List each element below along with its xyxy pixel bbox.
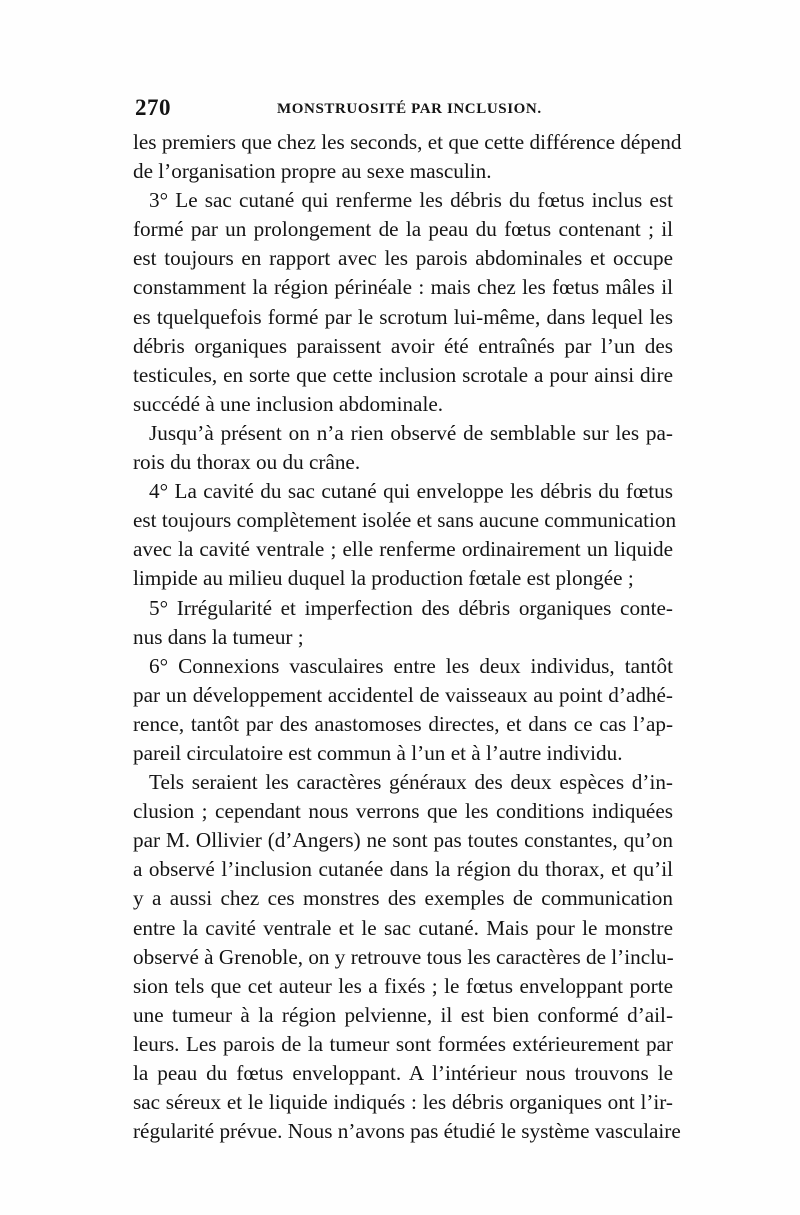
text-line: Tels seraient les caractères généraux des deux espèces d’in- (149, 770, 673, 795)
body-text (133, 128, 682, 1146)
text-line: 4° La cavité du sac cutané qui enveloppe les débris du fœtus (149, 479, 673, 504)
text-line: entre la cavité ventrale et le sac cutané. Mais pour le monstre (133, 915, 673, 940)
text-line: est toujours complètement isolée et sans aucune communication (133, 508, 677, 533)
text-line: formé par un prolongement de la peau du fœtus contenant ; il (133, 217, 673, 242)
text-line: les premiers que chez les seconds, et que cette différence dépend (133, 130, 682, 154)
page-header (135, 95, 670, 125)
text-line: rois du thorax ou du crâne. (133, 450, 361, 475)
text-line: de l’organisation propre au sexe masculin. (133, 159, 492, 184)
page-number: 270 (135, 95, 171, 120)
text-line: par M. Ollivier (d’Angers) ne sont pas toutes constantes, qu’on (133, 828, 673, 853)
text-line: sion tels que cet auteur les a fixés ; le fœtus enveloppant porte (133, 973, 673, 998)
text-line: par un développement accidentel de vaisseaux au point d’adhé- (133, 682, 673, 707)
text-line: est toujours en rapport avec les parois abdominales et occupe (133, 246, 673, 271)
text-line: une tumeur à la région pelvienne, il est bien conformé d’ail- (133, 1002, 673, 1027)
text-line: sac séreux et le liquide indiqués : les débris organiques ont l’ir- (133, 1090, 673, 1115)
text-line: leurs. Les parois de la tumeur sont formées extérieurement par (133, 1031, 673, 1056)
text-line: a observé l’inclusion cutanée dans la région du thorax, et qu’il (133, 857, 673, 882)
text-line: constamment la région périnéale : mais chez les fœtus mâles il (133, 275, 673, 300)
text-line: pareil circulatoire est commun à l’un et à l’autre individu. (133, 740, 623, 765)
text-line: la peau du fœtus enveloppant. A l’intérieur nous trouvons le (133, 1061, 673, 1085)
text-line: Jusqu’à présent on n’a rien observé de semblable sur les pa- (149, 420, 673, 445)
text-line: testicules, en sorte que cette inclusion scrotale a pour ainsi dire (133, 362, 673, 387)
text-line: observé à Grenoble, on y retrouve tous les caractères de l’inclu- (133, 944, 674, 969)
text-line: rence, tantôt par des anastomoses directes, et dans ce cas l’ap- (133, 711, 673, 736)
text-line: y a aussi chez ces monstres des exemples de communication (133, 886, 673, 911)
text-line: limpide au milieu duquel la production fœtale est plongée ; (133, 566, 634, 591)
text-line: 5° Irrégularité et imperfection des débris organiques conte- (149, 595, 673, 620)
text-line: 6° Connexions vasculaires entre les deux individus, tantôt (149, 653, 673, 678)
text-line: débris organiques paraissent avoir été entraînés par l’un des (133, 333, 673, 358)
text-line: avec la cavité ventrale ; elle renferme ordinairement un liquide (133, 537, 673, 562)
text-line: 3° Le sac cutané qui renferme les débris du fœtus inclus est (149, 188, 673, 213)
text-line: nus dans la tumeur ; (133, 624, 304, 649)
running-head: MONSTRUOSITÉ PAR INCLUSION. (277, 101, 542, 117)
text-line: es tquelquefois formé par le scrotum lui-même, dans lequel les (133, 304, 673, 329)
text-line: clusion ; cependant nous verrons que les conditions indiquées (133, 799, 673, 824)
text-line: succédé à une inclusion abdominale. (133, 391, 444, 416)
text-line: régularité prévue. Nous n’avons pas étudié le système vasculaire (133, 1119, 681, 1144)
